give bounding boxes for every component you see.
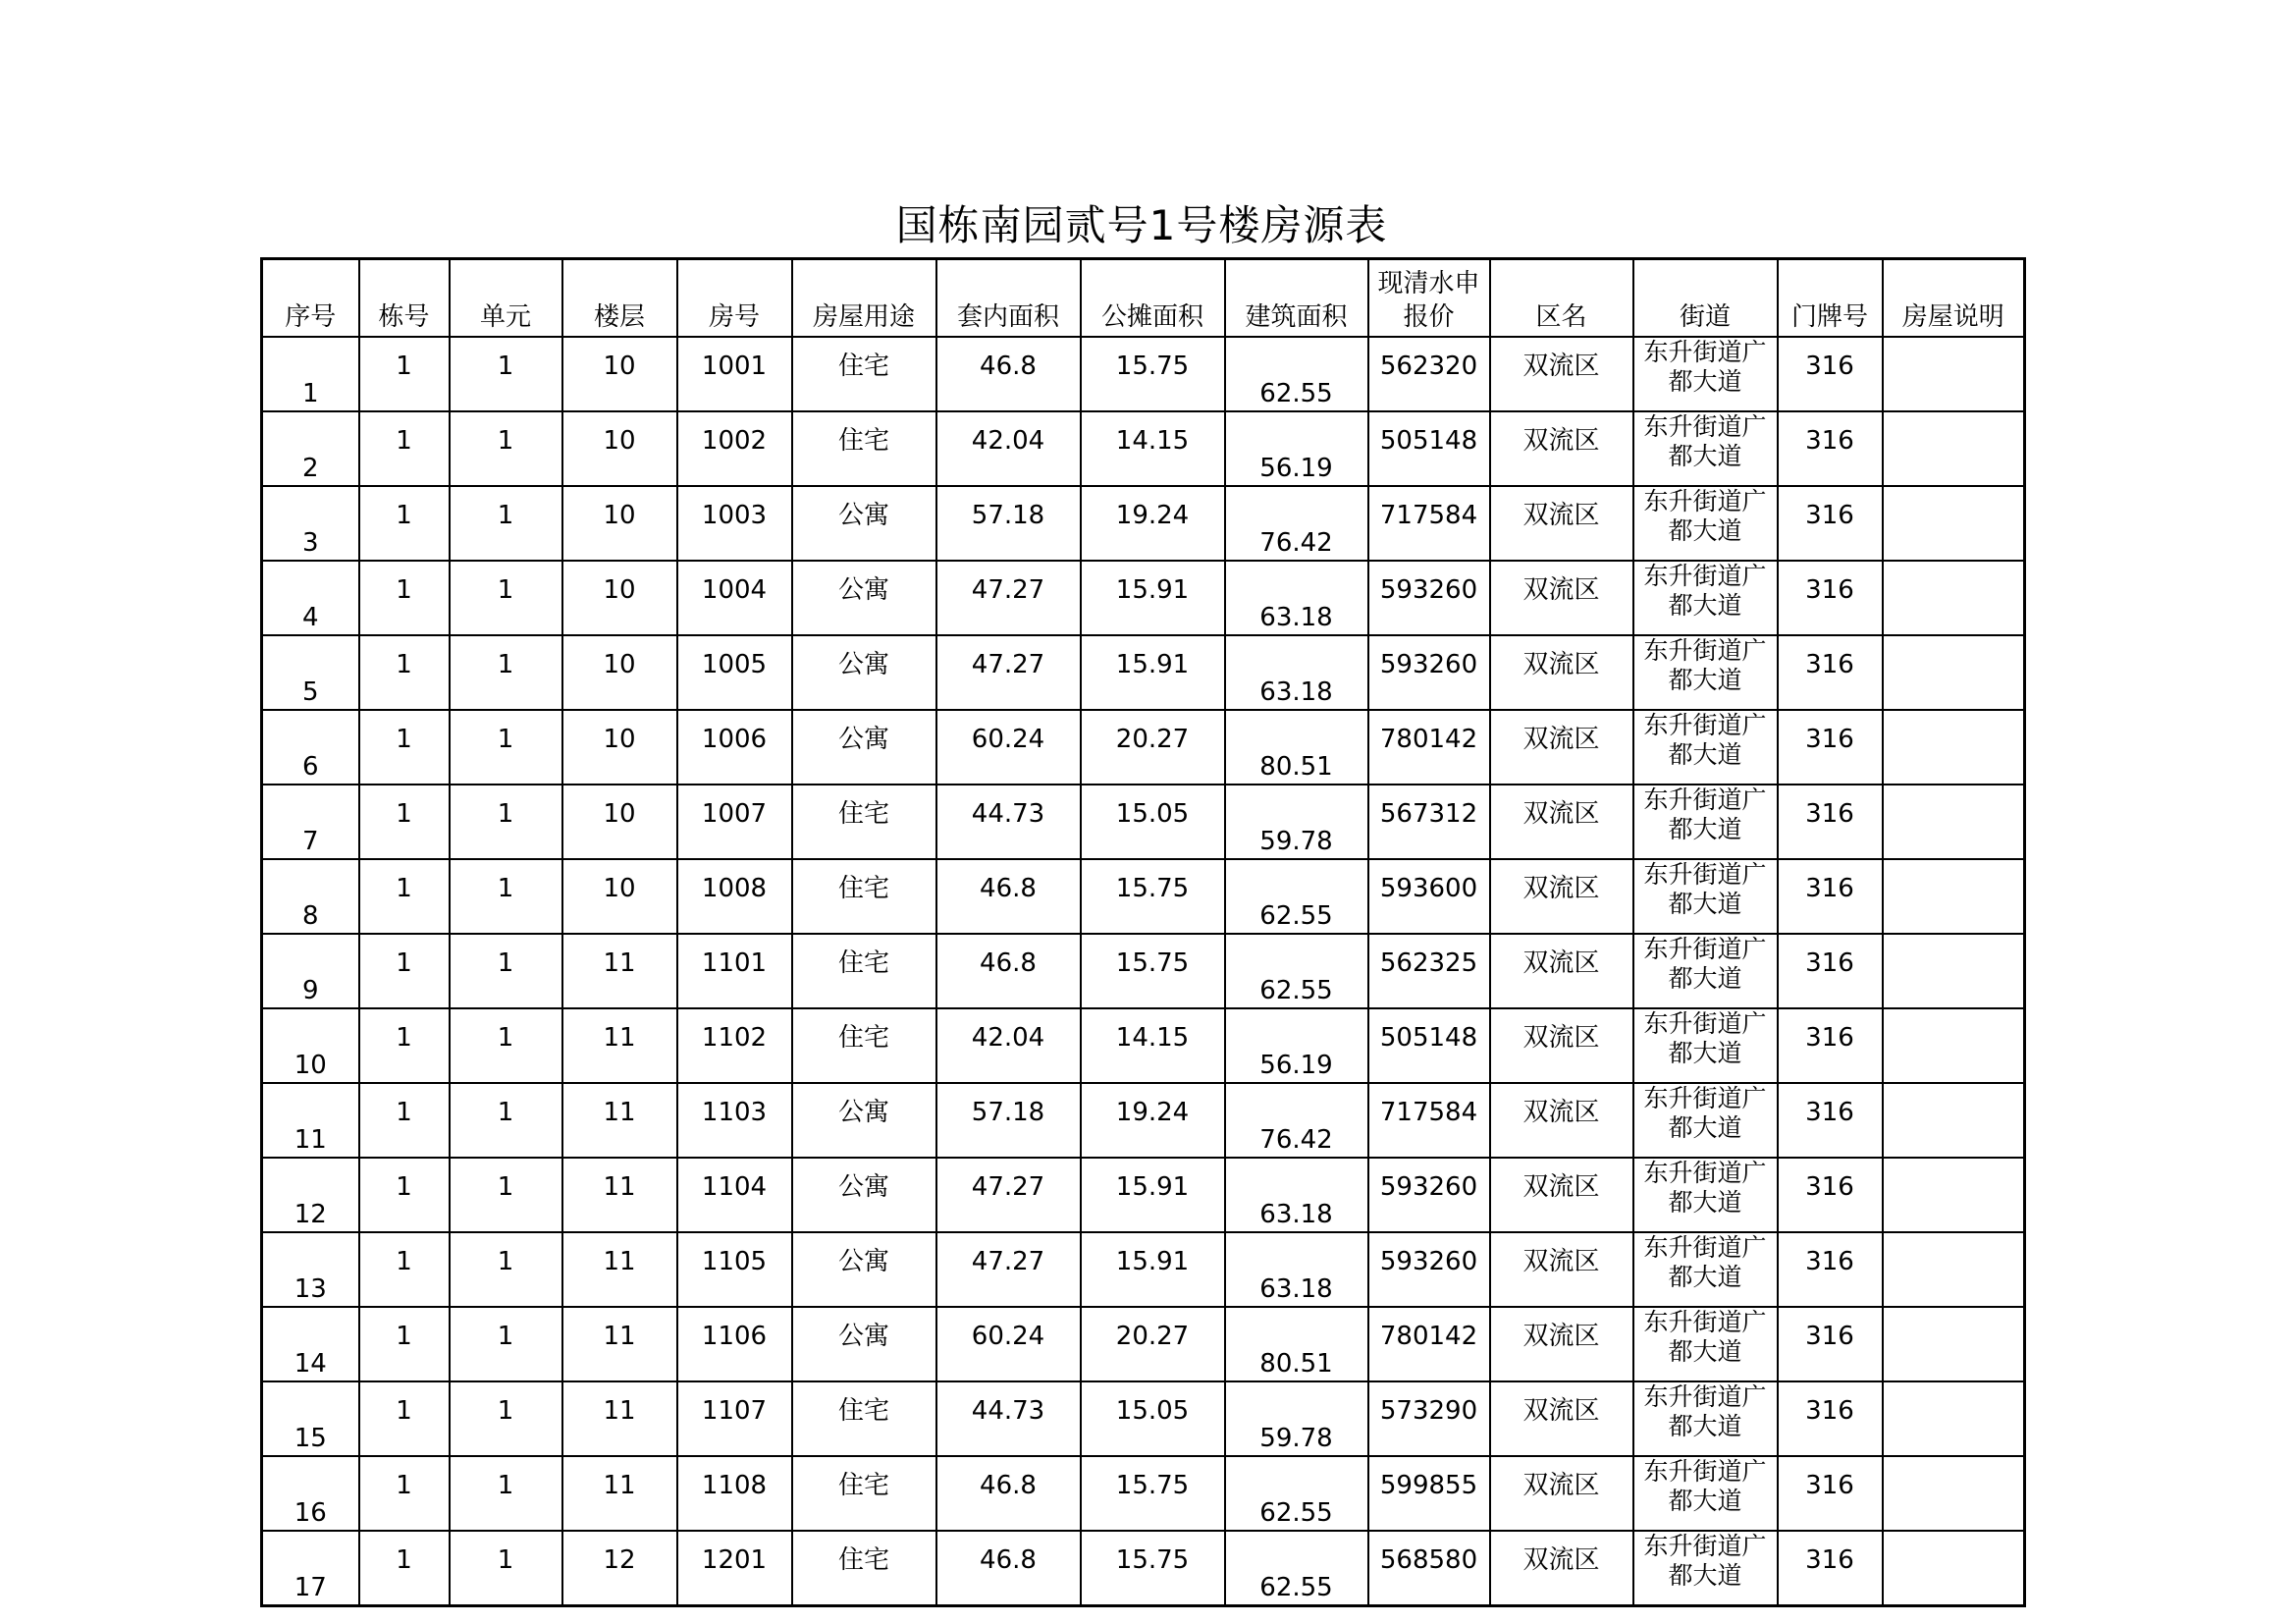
cell-door-no: 316 — [1778, 635, 1883, 710]
cell-room: 1102 — [677, 1008, 792, 1083]
cell-total-area: 62.55 — [1225, 934, 1368, 1008]
cell-seq: 10 — [262, 1008, 359, 1083]
cell-building: 1 — [359, 1083, 450, 1158]
cell-use: 住宅 — [792, 934, 936, 1008]
cell-total-area: 63.18 — [1225, 635, 1368, 710]
cell-price: 717584 — [1368, 1083, 1490, 1158]
cell-unit: 1 — [450, 934, 562, 1008]
cell-door-no: 316 — [1778, 1531, 1883, 1606]
housing-table — [260, 257, 2026, 1607]
cell-inner-area: 46.8 — [936, 1456, 1081, 1531]
cell-door-no: 316 — [1778, 411, 1883, 486]
cell-shared-area: 15.75 — [1081, 1456, 1225, 1531]
cell-unit: 1 — [450, 337, 562, 411]
cell-unit: 1 — [450, 1232, 562, 1307]
cell-inner-area: 46.8 — [936, 934, 1081, 1008]
cell-unit: 1 — [450, 1158, 562, 1232]
cell-district: 双流区 — [1490, 1008, 1633, 1083]
cell-use: 公寓 — [792, 710, 936, 785]
cell-unit: 1 — [450, 1381, 562, 1456]
cell-street: 东升街道广都大道 — [1633, 1158, 1778, 1232]
cell-street: 东升街道广都大道 — [1633, 486, 1778, 561]
cell-total-area: 76.42 — [1225, 1083, 1368, 1158]
column-header-room: 房号 — [677, 259, 792, 338]
column-header-price: 现清水申报价 — [1368, 259, 1490, 338]
cell-district: 双流区 — [1490, 337, 1633, 411]
cell-shared-area: 15.91 — [1081, 635, 1225, 710]
column-header-shared-area: 公摊面积 — [1081, 259, 1225, 338]
cell-building: 1 — [359, 561, 450, 635]
table-header-row — [262, 259, 2025, 338]
cell-total-area: 59.78 — [1225, 785, 1368, 859]
cell-room: 1101 — [677, 934, 792, 1008]
cell-floor: 10 — [562, 710, 677, 785]
cell-floor: 11 — [562, 1232, 677, 1307]
cell-building: 1 — [359, 1158, 450, 1232]
cell-unit: 1 — [450, 1083, 562, 1158]
cell-seq: 17 — [262, 1531, 359, 1606]
column-header-seq: 序号 — [262, 259, 359, 338]
cell-price: 599855 — [1368, 1456, 1490, 1531]
table-row — [262, 561, 2025, 635]
cell-seq: 9 — [262, 934, 359, 1008]
cell-building: 1 — [359, 1232, 450, 1307]
cell-price: 505148 — [1368, 1008, 1490, 1083]
cell-district: 双流区 — [1490, 411, 1633, 486]
cell-building: 1 — [359, 934, 450, 1008]
cell-room: 1005 — [677, 635, 792, 710]
cell-building: 1 — [359, 1456, 450, 1531]
cell-use: 住宅 — [792, 1531, 936, 1606]
cell-shared-area: 15.91 — [1081, 561, 1225, 635]
cell-total-area: 62.55 — [1225, 337, 1368, 411]
cell-shared-area: 14.15 — [1081, 1008, 1225, 1083]
cell-note — [1883, 486, 2025, 561]
cell-room: 1008 — [677, 859, 792, 934]
table-row — [262, 635, 2025, 710]
column-header-door-no: 门牌号 — [1778, 259, 1883, 338]
cell-shared-area: 15.75 — [1081, 337, 1225, 411]
cell-inner-area: 42.04 — [936, 1008, 1081, 1083]
cell-room: 1003 — [677, 486, 792, 561]
table-row — [262, 1381, 2025, 1456]
cell-door-no: 316 — [1778, 1307, 1883, 1381]
cell-floor: 10 — [562, 337, 677, 411]
cell-note — [1883, 710, 2025, 785]
cell-use: 公寓 — [792, 1307, 936, 1381]
cell-seq: 1 — [262, 337, 359, 411]
cell-room: 1001 — [677, 337, 792, 411]
table-row — [262, 337, 2025, 411]
cell-unit: 1 — [450, 1531, 562, 1606]
cell-street: 东升街道广都大道 — [1633, 1232, 1778, 1307]
cell-total-area: 59.78 — [1225, 1381, 1368, 1456]
cell-use: 公寓 — [792, 561, 936, 635]
cell-seq: 13 — [262, 1232, 359, 1307]
cell-floor: 11 — [562, 1158, 677, 1232]
cell-building: 1 — [359, 710, 450, 785]
cell-inner-area: 47.27 — [936, 1232, 1081, 1307]
cell-price: 780142 — [1368, 1307, 1490, 1381]
cell-inner-area: 47.27 — [936, 561, 1081, 635]
cell-inner-area: 57.18 — [936, 486, 1081, 561]
cell-street: 东升街道广都大道 — [1633, 337, 1778, 411]
cell-use: 住宅 — [792, 337, 936, 411]
cell-price: 780142 — [1368, 710, 1490, 785]
cell-use: 公寓 — [792, 1083, 936, 1158]
cell-door-no: 316 — [1778, 1456, 1883, 1531]
cell-note — [1883, 635, 2025, 710]
cell-building: 1 — [359, 1307, 450, 1381]
cell-building: 1 — [359, 635, 450, 710]
cell-price: 505148 — [1368, 411, 1490, 486]
table-row — [262, 1008, 2025, 1083]
table-row — [262, 934, 2025, 1008]
cell-building: 1 — [359, 1008, 450, 1083]
table-row — [262, 785, 2025, 859]
cell-price: 593260 — [1368, 1158, 1490, 1232]
column-header-building: 栋号 — [359, 259, 450, 338]
cell-street: 东升街道广都大道 — [1633, 1531, 1778, 1606]
cell-unit: 1 — [450, 1307, 562, 1381]
cell-note — [1883, 1232, 2025, 1307]
cell-shared-area: 19.24 — [1081, 1083, 1225, 1158]
table-row — [262, 1456, 2025, 1531]
cell-door-no: 316 — [1778, 710, 1883, 785]
cell-note — [1883, 1008, 2025, 1083]
cell-price: 593260 — [1368, 635, 1490, 710]
cell-inner-area: 57.18 — [936, 1083, 1081, 1158]
column-header-use: 房屋用途 — [792, 259, 936, 338]
cell-street: 东升街道广都大道 — [1633, 785, 1778, 859]
table-row — [262, 859, 2025, 934]
cell-seq: 15 — [262, 1381, 359, 1456]
cell-floor: 10 — [562, 635, 677, 710]
cell-price: 562325 — [1368, 934, 1490, 1008]
column-header-floor: 楼层 — [562, 259, 677, 338]
table-row — [262, 486, 2025, 561]
cell-shared-area: 14.15 — [1081, 411, 1225, 486]
cell-door-no: 316 — [1778, 1083, 1883, 1158]
table-row — [262, 1307, 2025, 1381]
cell-price: 573290 — [1368, 1381, 1490, 1456]
cell-shared-area: 15.05 — [1081, 1381, 1225, 1456]
cell-door-no: 316 — [1778, 337, 1883, 411]
cell-street: 东升街道广都大道 — [1633, 1456, 1778, 1531]
cell-building: 1 — [359, 411, 450, 486]
cell-floor: 10 — [562, 561, 677, 635]
cell-total-area: 80.51 — [1225, 1307, 1368, 1381]
cell-total-area: 62.55 — [1225, 1456, 1368, 1531]
cell-shared-area: 20.27 — [1081, 710, 1225, 785]
cell-note — [1883, 411, 2025, 486]
cell-note — [1883, 1456, 2025, 1531]
cell-seq: 4 — [262, 561, 359, 635]
cell-building: 1 — [359, 1531, 450, 1606]
cell-floor: 11 — [562, 1307, 677, 1381]
cell-street: 东升街道广都大道 — [1633, 561, 1778, 635]
cell-floor: 10 — [562, 859, 677, 934]
cell-room: 1107 — [677, 1381, 792, 1456]
cell-shared-area: 15.91 — [1081, 1158, 1225, 1232]
cell-use: 住宅 — [792, 785, 936, 859]
cell-use: 住宅 — [792, 411, 936, 486]
cell-district: 双流区 — [1490, 486, 1633, 561]
column-header-street: 街道 — [1633, 259, 1778, 338]
table-row — [262, 1083, 2025, 1158]
cell-inner-area: 44.73 — [936, 785, 1081, 859]
cell-district: 双流区 — [1490, 785, 1633, 859]
cell-door-no: 316 — [1778, 785, 1883, 859]
cell-shared-area: 15.91 — [1081, 1232, 1225, 1307]
cell-inner-area: 46.8 — [936, 1531, 1081, 1606]
cell-district: 双流区 — [1490, 1456, 1633, 1531]
cell-seq: 2 — [262, 411, 359, 486]
page-title: 国栋南园贰号1号楼房源表 — [895, 201, 1388, 249]
table-row — [262, 1158, 2025, 1232]
cell-inner-area: 44.73 — [936, 1381, 1081, 1456]
cell-street: 东升街道广都大道 — [1633, 1083, 1778, 1158]
cell-seq: 5 — [262, 635, 359, 710]
cell-total-area: 63.18 — [1225, 1158, 1368, 1232]
cell-use: 公寓 — [792, 486, 936, 561]
cell-seq: 11 — [262, 1083, 359, 1158]
cell-unit: 1 — [450, 635, 562, 710]
cell-floor: 11 — [562, 1008, 677, 1083]
cell-door-no: 316 — [1778, 561, 1883, 635]
cell-note — [1883, 1307, 2025, 1381]
cell-street: 东升街道广都大道 — [1633, 411, 1778, 486]
column-header-district: 区名 — [1490, 259, 1633, 338]
cell-note — [1883, 934, 2025, 1008]
cell-building: 1 — [359, 785, 450, 859]
cell-unit: 1 — [450, 785, 562, 859]
cell-unit: 1 — [450, 561, 562, 635]
cell-shared-area: 15.75 — [1081, 859, 1225, 934]
cell-district: 双流区 — [1490, 635, 1633, 710]
cell-room: 1004 — [677, 561, 792, 635]
cell-floor: 11 — [562, 1381, 677, 1456]
cell-unit: 1 — [450, 411, 562, 486]
cell-street: 东升街道广都大道 — [1633, 859, 1778, 934]
cell-room: 1105 — [677, 1232, 792, 1307]
cell-door-no: 316 — [1778, 1008, 1883, 1083]
cell-total-area: 76.42 — [1225, 486, 1368, 561]
cell-use: 公寓 — [792, 1232, 936, 1307]
cell-seq: 3 — [262, 486, 359, 561]
cell-total-area: 62.55 — [1225, 1531, 1368, 1606]
cell-price: 567312 — [1368, 785, 1490, 859]
table-body — [262, 337, 2025, 1606]
cell-note — [1883, 785, 2025, 859]
cell-inner-area: 47.27 — [936, 635, 1081, 710]
cell-shared-area: 15.05 — [1081, 785, 1225, 859]
cell-floor: 10 — [562, 411, 677, 486]
cell-unit: 1 — [450, 859, 562, 934]
cell-use: 公寓 — [792, 635, 936, 710]
cell-seq: 7 — [262, 785, 359, 859]
cell-inner-area: 42.04 — [936, 411, 1081, 486]
cell-floor: 12 — [562, 1531, 677, 1606]
cell-note — [1883, 1083, 2025, 1158]
cell-district: 双流区 — [1490, 859, 1633, 934]
cell-use: 住宅 — [792, 859, 936, 934]
cell-note — [1883, 1381, 2025, 1456]
cell-use: 住宅 — [792, 1381, 936, 1456]
table-row — [262, 1232, 2025, 1307]
table-row — [262, 1531, 2025, 1606]
cell-room: 1104 — [677, 1158, 792, 1232]
cell-building: 1 — [359, 1381, 450, 1456]
cell-total-area: 56.19 — [1225, 1008, 1368, 1083]
cell-unit: 1 — [450, 1456, 562, 1531]
cell-note — [1883, 561, 2025, 635]
cell-shared-area: 15.75 — [1081, 934, 1225, 1008]
column-header-inner-area: 套内面积 — [936, 259, 1081, 338]
column-header-note: 房屋说明 — [1883, 259, 2025, 338]
cell-unit: 1 — [450, 1008, 562, 1083]
cell-district: 双流区 — [1490, 1083, 1633, 1158]
cell-street: 东升街道广都大道 — [1633, 1381, 1778, 1456]
cell-room: 1002 — [677, 411, 792, 486]
cell-inner-area: 60.24 — [936, 710, 1081, 785]
cell-building: 1 — [359, 859, 450, 934]
cell-door-no: 316 — [1778, 1158, 1883, 1232]
cell-street: 东升街道广都大道 — [1633, 635, 1778, 710]
cell-district: 双流区 — [1490, 1531, 1633, 1606]
cell-door-no: 316 — [1778, 486, 1883, 561]
table-row — [262, 411, 2025, 486]
cell-unit: 1 — [450, 486, 562, 561]
cell-district: 双流区 — [1490, 934, 1633, 1008]
cell-district: 双流区 — [1490, 710, 1633, 785]
cell-inner-area: 46.8 — [936, 859, 1081, 934]
cell-seq: 16 — [262, 1456, 359, 1531]
cell-inner-area: 47.27 — [936, 1158, 1081, 1232]
cell-price: 593260 — [1368, 1232, 1490, 1307]
cell-door-no: 316 — [1778, 1232, 1883, 1307]
cell-price: 717584 — [1368, 486, 1490, 561]
cell-floor: 10 — [562, 486, 677, 561]
cell-inner-area: 46.8 — [936, 337, 1081, 411]
cell-unit: 1 — [450, 710, 562, 785]
cell-note — [1883, 859, 2025, 934]
cell-district: 双流区 — [1490, 1158, 1633, 1232]
cell-shared-area: 19.24 — [1081, 486, 1225, 561]
cell-room: 1007 — [677, 785, 792, 859]
cell-district: 双流区 — [1490, 1381, 1633, 1456]
cell-shared-area: 20.27 — [1081, 1307, 1225, 1381]
cell-street: 东升街道广都大道 — [1633, 1307, 1778, 1381]
cell-price: 593600 — [1368, 859, 1490, 934]
table-row — [262, 710, 2025, 785]
cell-room: 1201 — [677, 1531, 792, 1606]
column-header-unit: 单元 — [450, 259, 562, 338]
cell-total-area: 63.18 — [1225, 1232, 1368, 1307]
cell-street: 东升街道广都大道 — [1633, 1008, 1778, 1083]
cell-price: 562320 — [1368, 337, 1490, 411]
cell-seq: 14 — [262, 1307, 359, 1381]
cell-price: 593260 — [1368, 561, 1490, 635]
cell-district: 双流区 — [1490, 1232, 1633, 1307]
cell-floor: 11 — [562, 1456, 677, 1531]
cell-note — [1883, 1158, 2025, 1232]
cell-door-no: 316 — [1778, 859, 1883, 934]
cell-seq: 6 — [262, 710, 359, 785]
cell-use: 住宅 — [792, 1456, 936, 1531]
cell-note — [1883, 337, 2025, 411]
cell-room: 1106 — [677, 1307, 792, 1381]
cell-total-area: 56.19 — [1225, 411, 1368, 486]
cell-street: 东升街道广都大道 — [1633, 710, 1778, 785]
cell-use: 住宅 — [792, 1008, 936, 1083]
cell-floor: 10 — [562, 785, 677, 859]
cell-room: 1006 — [677, 710, 792, 785]
cell-total-area: 62.55 — [1225, 859, 1368, 934]
column-header-total-area: 建筑面积 — [1225, 259, 1368, 338]
cell-door-no: 316 — [1778, 934, 1883, 1008]
cell-room: 1108 — [677, 1456, 792, 1531]
cell-street: 东升街道广都大道 — [1633, 934, 1778, 1008]
cell-total-area: 63.18 — [1225, 561, 1368, 635]
cell-district: 双流区 — [1490, 1307, 1633, 1381]
cell-use: 公寓 — [792, 1158, 936, 1232]
cell-inner-area: 60.24 — [936, 1307, 1081, 1381]
cell-seq: 12 — [262, 1158, 359, 1232]
cell-note — [1883, 1531, 2025, 1606]
cell-floor: 11 — [562, 934, 677, 1008]
cell-room: 1103 — [677, 1083, 792, 1158]
cell-district: 双流区 — [1490, 561, 1633, 635]
cell-shared-area: 15.75 — [1081, 1531, 1225, 1606]
cell-door-no: 316 — [1778, 1381, 1883, 1456]
cell-total-area: 80.51 — [1225, 710, 1368, 785]
cell-building: 1 — [359, 337, 450, 411]
cell-floor: 11 — [562, 1083, 677, 1158]
cell-building: 1 — [359, 486, 450, 561]
cell-price: 568580 — [1368, 1531, 1490, 1606]
cell-seq: 8 — [262, 859, 359, 934]
